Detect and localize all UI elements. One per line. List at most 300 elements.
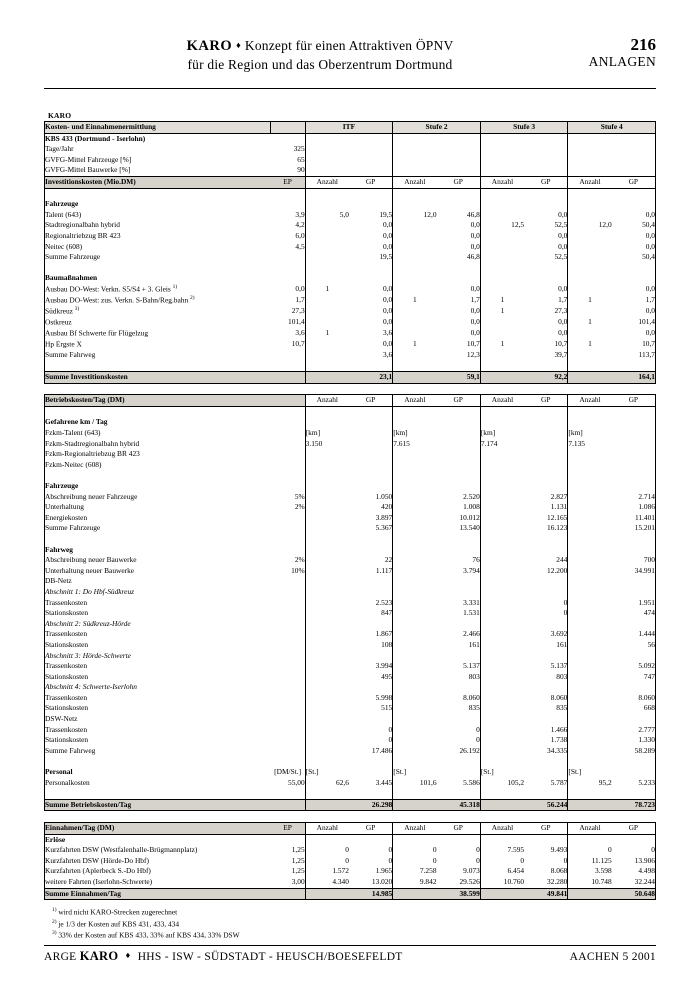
- erl-c2a-3: 9.842: [419, 876, 437, 886]
- blank: [393, 523, 437, 534]
- fw-c2-16: 0: [437, 725, 481, 736]
- km-unit-3: [km]: [480, 428, 496, 438]
- blank: [271, 799, 306, 811]
- bau-sum-c2: 12,3: [437, 350, 481, 361]
- km-c1-3: [305, 460, 349, 471]
- section-km-header: [45, 417, 656, 428]
- table-row: [45, 597, 656, 608]
- blank: [612, 650, 656, 661]
- erl-c3a-0: 7.595: [507, 845, 525, 855]
- fw-c3-0: 244: [524, 555, 568, 566]
- blank: [305, 523, 349, 534]
- blank: [568, 273, 612, 284]
- bau-label-text-0: Ausbau DO-West: Verkn. S5/S4 + 3. Gleis: [45, 284, 173, 294]
- bau-c1a-3: [305, 317, 349, 328]
- rev-sub-gp-4: GP: [612, 822, 656, 834]
- investment-ep-header: EP: [271, 176, 306, 188]
- blank: [271, 199, 306, 210]
- fw-label-3: Abschnitt 1: Do Hbf-Südkreuz: [45, 587, 271, 598]
- personal-unit-1: [St.]: [305, 767, 319, 777]
- erl-c1a-0: 0: [345, 845, 349, 855]
- blank: [393, 502, 437, 513]
- blank: [393, 682, 437, 693]
- blank: [305, 502, 349, 513]
- bau-c4a-3: 1: [588, 317, 592, 327]
- fz2-c2-2: 10.012: [437, 513, 481, 524]
- revenue-sum-row: [45, 888, 656, 900]
- fz2-c4-1: 1.086: [612, 502, 656, 513]
- erl-ep-0: 1,25: [271, 845, 306, 856]
- blank: [568, 746, 612, 757]
- fw-c1-10: 3.994: [349, 661, 393, 672]
- km-c1-2: [305, 449, 349, 460]
- fz2-c2-0: 2.520: [437, 492, 481, 503]
- fw-c4-17: 1.330: [612, 735, 656, 746]
- blank: [568, 555, 612, 566]
- fw-c4-4: 1.951: [612, 597, 656, 608]
- table-row: [45, 725, 656, 736]
- fw-c4-14: 668: [612, 703, 656, 714]
- table-row: [45, 650, 656, 661]
- fw-sum-c4: 58.289: [612, 746, 656, 757]
- erl-c4a-1: 11.125: [591, 855, 612, 865]
- fw-label-11: Stationskosten: [45, 672, 271, 683]
- bau-c1g-1: 0,0: [349, 295, 393, 306]
- blank: [524, 144, 568, 155]
- operating-sum-c4: 78.723: [612, 799, 656, 811]
- table-row: [45, 877, 656, 888]
- blank: [612, 406, 656, 417]
- fz-c1g-1: 0,0: [349, 220, 393, 231]
- blank: [393, 360, 437, 371]
- blank: [393, 703, 437, 714]
- bau-c2g-4: 0,0: [437, 328, 481, 339]
- fw-c2-14: 835: [437, 703, 481, 714]
- blank: [612, 439, 656, 450]
- table-row: [45, 284, 656, 295]
- fz2-sum-c1: 5.367: [349, 523, 393, 534]
- fz-c4g-0: 0,0: [612, 210, 656, 221]
- blank: [271, 587, 306, 598]
- blank: [349, 834, 393, 845]
- bau-c1a-0: 1: [325, 284, 330, 294]
- km-row-label-2: Fzkm-Regionaltriebzug BR 423: [45, 449, 271, 460]
- blank: [568, 799, 612, 811]
- operating-sum-label: Summe Betriebskosten/Tag: [45, 799, 271, 811]
- personal-c1g: 3.445: [349, 778, 393, 789]
- erl-c3a-3: 10.760: [503, 876, 525, 886]
- fw-c3-7: 3.692: [524, 629, 568, 640]
- table-row: [45, 210, 656, 221]
- blank: [480, 756, 524, 767]
- km-row-label-1: Fzkm-Stadtregionalbahn hybrid: [45, 439, 271, 450]
- erl-c1a-2: 1.572: [332, 866, 349, 876]
- blank: [305, 263, 349, 274]
- bau-c4a-5: 1: [588, 339, 592, 349]
- kbs-c1g: [349, 133, 393, 144]
- table-row: [45, 682, 656, 693]
- bau-c3a-1: 1: [500, 295, 505, 305]
- bau-label-text-5: Hp Ergste X: [45, 339, 82, 349]
- fw-c1-5: 847: [349, 608, 393, 619]
- blank: [612, 767, 656, 778]
- fz-c1g-2: 0,0: [349, 231, 393, 242]
- blank: [271, 597, 306, 608]
- param-value-0: 325: [271, 144, 306, 155]
- blank: [271, 449, 306, 460]
- header-title-block: [44, 35, 656, 73]
- bau-c1a-2: [305, 306, 349, 317]
- blank: [612, 756, 656, 767]
- blank: [524, 165, 568, 176]
- blank: [568, 481, 612, 492]
- bau-c3g-3: 0,0: [524, 317, 568, 328]
- bau-footnote-marker-1: 2): [190, 294, 195, 301]
- blank: [305, 714, 349, 725]
- bau-label-text-3: Ostkreuz: [45, 317, 72, 327]
- blank: [271, 350, 306, 361]
- blank: [393, 534, 437, 545]
- blank: [480, 165, 524, 176]
- table-row: [45, 502, 656, 513]
- blank: [568, 502, 612, 513]
- op-sub-anzahl-1: Anzahl: [305, 395, 349, 407]
- fw-c4-16: 2.777: [612, 725, 656, 736]
- fw-label-4: Trassenkosten: [45, 597, 271, 608]
- blank: [393, 597, 437, 608]
- fw-c1-4: 2.523: [349, 597, 393, 608]
- blank: [568, 252, 612, 263]
- blank: [480, 714, 524, 725]
- blank: [437, 587, 481, 598]
- erl-label-3: weitere Fahrten (Iserlohn-Schwerte): [45, 877, 271, 888]
- blank: [271, 417, 306, 428]
- erl-c4a-2: 3.598: [595, 866, 612, 876]
- erl-c2a-0: 0: [432, 845, 437, 855]
- blank: [612, 587, 656, 598]
- blank: [305, 360, 349, 371]
- blank: [349, 545, 393, 556]
- blank: [437, 481, 481, 492]
- blank: [305, 199, 349, 210]
- personal-ep-unit: [DM/St.]: [271, 767, 306, 778]
- blank: [271, 746, 306, 757]
- blank: [393, 756, 437, 767]
- param-label-2: GVFG-Mittel Bauwerke [%]: [45, 165, 271, 176]
- blank: [524, 406, 568, 417]
- blank: [568, 155, 612, 166]
- blank: [271, 406, 306, 417]
- fw-c3-5: 0: [524, 608, 568, 619]
- bau-c3g-2: 27,3: [524, 306, 568, 317]
- fw-c2-13: 8.060: [437, 693, 481, 704]
- blank: [480, 725, 524, 736]
- blank: [568, 534, 612, 545]
- bau-c3g-1: 1,7: [524, 295, 568, 306]
- erl-c4a-0: 0: [607, 845, 612, 855]
- table-row: [45, 317, 656, 328]
- blank: [524, 417, 568, 428]
- bau-c3g-5: 10,7: [524, 339, 568, 350]
- erl-c1g-0: 0: [349, 845, 393, 856]
- km-c4-1: 7.135: [568, 438, 586, 448]
- blank: [349, 199, 393, 210]
- fw-c3-8: 161: [524, 640, 568, 651]
- blank: [524, 788, 568, 799]
- blank: [305, 513, 349, 524]
- blank: [271, 545, 306, 556]
- blank: [349, 470, 393, 481]
- fahrzeuge2-sum-row: [45, 523, 656, 534]
- blank: [568, 350, 612, 361]
- personal-c4g: 5.233: [612, 778, 656, 789]
- blank: [349, 406, 393, 417]
- blank: [437, 834, 481, 845]
- blank: [480, 144, 524, 155]
- blank: [271, 629, 306, 640]
- fahrweg-sum-row: [45, 350, 656, 361]
- blank: [305, 725, 349, 736]
- blank: [480, 263, 524, 274]
- fz-c3a-1: 12,5: [511, 220, 525, 230]
- bau-label-text-1: Ausbau DO-West: zus. Verkn. S-Bahn/Reg.bahn: [45, 295, 191, 305]
- blank: [568, 693, 612, 704]
- revenue-sum-c4: 50.648: [612, 888, 656, 900]
- footnote-3: [52, 929, 656, 941]
- blank: [45, 534, 271, 545]
- fw-c4-0: 700: [612, 555, 656, 566]
- blank: [349, 587, 393, 598]
- rev-sub-anzahl-1: Anzahl: [305, 822, 349, 834]
- fz2-c2-1: 1.008: [437, 502, 481, 513]
- bau-c4g-5: 10,7: [612, 339, 656, 350]
- personal-c2a: 101,6: [419, 777, 437, 787]
- fahrzeuge-header: Fahrzeuge: [45, 199, 271, 210]
- table-row: [45, 231, 656, 242]
- bau-label-0: [45, 284, 271, 295]
- page-footer: [44, 945, 656, 964]
- blank: [480, 481, 524, 492]
- blank: [612, 417, 656, 428]
- blank: [480, 534, 524, 545]
- blank: [271, 460, 306, 471]
- table-row: [45, 165, 656, 176]
- fw-c4-10: 5.092: [612, 661, 656, 672]
- blank: [437, 619, 481, 630]
- kbs-c1a: [305, 133, 349, 144]
- blank: [349, 682, 393, 693]
- footer-karo-wordmark: KARO: [79, 949, 119, 963]
- sub-gp-1: GP: [349, 176, 393, 188]
- footnote-1-marker: 1): [52, 907, 57, 914]
- blank: [480, 693, 524, 704]
- fw-sum-label: Summe Fahrweg: [45, 746, 271, 757]
- blank: [271, 693, 306, 704]
- spacer-row: [45, 470, 656, 481]
- footnote-3-marker: 3): [52, 930, 57, 937]
- fw-c1-13: 5.998: [349, 693, 393, 704]
- bau-c4g-2: 0,0: [612, 306, 656, 317]
- blank: [524, 199, 568, 210]
- blank: [437, 417, 481, 428]
- fz-label-0: Talent (643): [45, 210, 271, 221]
- blank: [271, 576, 306, 587]
- erl-c2g-0: 0: [437, 845, 481, 856]
- page-header: [44, 35, 656, 84]
- fz-c3a-2: [480, 231, 524, 242]
- blank: [305, 273, 349, 284]
- erl-c1g-1: 0: [349, 856, 393, 867]
- blank: [524, 576, 568, 587]
- blank: [480, 576, 524, 587]
- fw-c4-11: 747: [612, 672, 656, 683]
- fz2-sum-c2: 13.540: [437, 523, 481, 534]
- blank: [568, 661, 612, 672]
- fz-c1a-2: [305, 231, 349, 242]
- fz2-c1-2: 3.897: [349, 513, 393, 524]
- bau-c3a-0: [480, 284, 524, 295]
- blank: [568, 144, 612, 155]
- bau-sum-label: Summe Fahrweg: [45, 350, 271, 361]
- op-sub-gp-1: GP: [349, 395, 393, 407]
- fw-c1-8: 108: [349, 640, 393, 651]
- revenue-sum-c2: 38.599: [437, 888, 481, 900]
- fz-c4g-3: 0,0: [612, 242, 656, 253]
- blank: [568, 513, 612, 524]
- investment-header: Investitionskosten (Mio.DM): [45, 176, 271, 188]
- blank: [437, 165, 481, 176]
- blank: [349, 534, 393, 545]
- blank: [568, 608, 612, 619]
- bau-c3a-4: [480, 328, 524, 339]
- blank: [305, 619, 349, 630]
- blank: [612, 428, 656, 439]
- fz-c2a-2: [393, 231, 437, 242]
- blank: [612, 188, 656, 199]
- blank: [568, 756, 612, 767]
- blank: [305, 492, 349, 503]
- blank: [305, 545, 349, 556]
- personal-unit-2: [St.]: [393, 767, 407, 777]
- bau-c1g-5: 0,0: [349, 339, 393, 350]
- erl-label-1: Kurzfahrten DSW (Hörde-Do Hbf): [45, 856, 271, 867]
- spacer-row: [45, 263, 656, 274]
- blank: [393, 735, 437, 746]
- erl-ep-1: 1,25: [271, 856, 306, 867]
- section-baumassnahmen-header: [45, 273, 656, 284]
- blank: [271, 650, 306, 661]
- fz2-c1-0: 1.050: [349, 492, 393, 503]
- blank: [568, 199, 612, 210]
- fw-c2-7: 2.466: [437, 629, 481, 640]
- blank: [393, 640, 437, 651]
- fw-label-0: Abschreibung neuer Bauwerke: [45, 555, 271, 566]
- blank: [480, 372, 524, 384]
- blank: [437, 360, 481, 371]
- table-row: [45, 608, 656, 619]
- blank: [45, 788, 271, 799]
- blank: [568, 672, 612, 683]
- fz2-c4-0: 2.714: [612, 492, 656, 503]
- fw-sum-c2: 26.192: [437, 746, 481, 757]
- spacer-row: [45, 188, 656, 199]
- rev-sub-gp-3: GP: [524, 822, 568, 834]
- spacer-row: [45, 811, 656, 823]
- blank: [612, 273, 656, 284]
- fw-c1-17: 0: [349, 735, 393, 746]
- blank: [393, 576, 437, 587]
- footer-diamond-icon: ♦: [125, 950, 131, 960]
- fw-label-14: Stationskosten: [45, 703, 271, 714]
- blank: [45, 811, 656, 823]
- blank: [568, 714, 612, 725]
- blank: [568, 619, 612, 630]
- blank: [612, 545, 656, 556]
- blank: [437, 682, 481, 693]
- footer-divider: [44, 945, 656, 946]
- bau-c4g-4: 0,0: [612, 328, 656, 339]
- fz2-c3-0: 2.827: [524, 492, 568, 503]
- blank: [612, 199, 656, 210]
- fw-ep-0: 2%: [271, 555, 306, 566]
- blank: [612, 714, 656, 725]
- blank: [437, 756, 481, 767]
- blank: [271, 534, 306, 545]
- blank: [271, 703, 306, 714]
- blank: [568, 545, 612, 556]
- blank: [612, 155, 656, 166]
- blank: [437, 714, 481, 725]
- blank: [524, 360, 568, 371]
- col-header-stufe3: Stufe 3: [480, 122, 568, 134]
- param-label-1: GVFG-Mittel Fahrzeuge [%]: [45, 155, 271, 166]
- blank: [524, 619, 568, 630]
- blank: [480, 406, 524, 417]
- blank: [393, 672, 437, 683]
- bau-label-1: [45, 295, 271, 306]
- km-unit-row: [45, 428, 656, 439]
- blank: [480, 273, 524, 284]
- fahrweg-sum-row-2: [45, 746, 656, 757]
- bau-c1a-1: [305, 295, 349, 306]
- blank: [524, 534, 568, 545]
- fz2-c3-2: 12.165: [524, 513, 568, 524]
- revenue-header-row: [45, 822, 656, 834]
- blank: [45, 188, 271, 199]
- blank: [271, 273, 306, 284]
- operating-sum-c1: 26.298: [349, 799, 393, 811]
- kbs-c3a: [480, 133, 524, 144]
- fw-c1-7: 1.867: [349, 629, 393, 640]
- section-fahrweg-header: [45, 545, 656, 556]
- blank: [437, 155, 481, 166]
- blank: [305, 672, 349, 683]
- personal-c1a: 62,6: [336, 777, 349, 787]
- fw-label-9: Abschnitt 3: Hörde-Schwerte: [45, 650, 271, 661]
- investment-header-row: [45, 176, 656, 188]
- personal-c2g: 5.586: [437, 778, 481, 789]
- cost-revenue-table: [44, 121, 656, 900]
- bau-c2g-3: 0,0: [437, 317, 481, 328]
- blank: [524, 273, 568, 284]
- km-c2-0: 7.615: [393, 438, 410, 448]
- footnote-1-text: wird nicht KARO-Strecken zugerechnet: [58, 907, 178, 917]
- blank: [349, 439, 393, 450]
- blank: [437, 428, 481, 439]
- blank: [393, 350, 437, 361]
- blank: [480, 608, 524, 619]
- personal-c4a: 95,2: [598, 777, 612, 787]
